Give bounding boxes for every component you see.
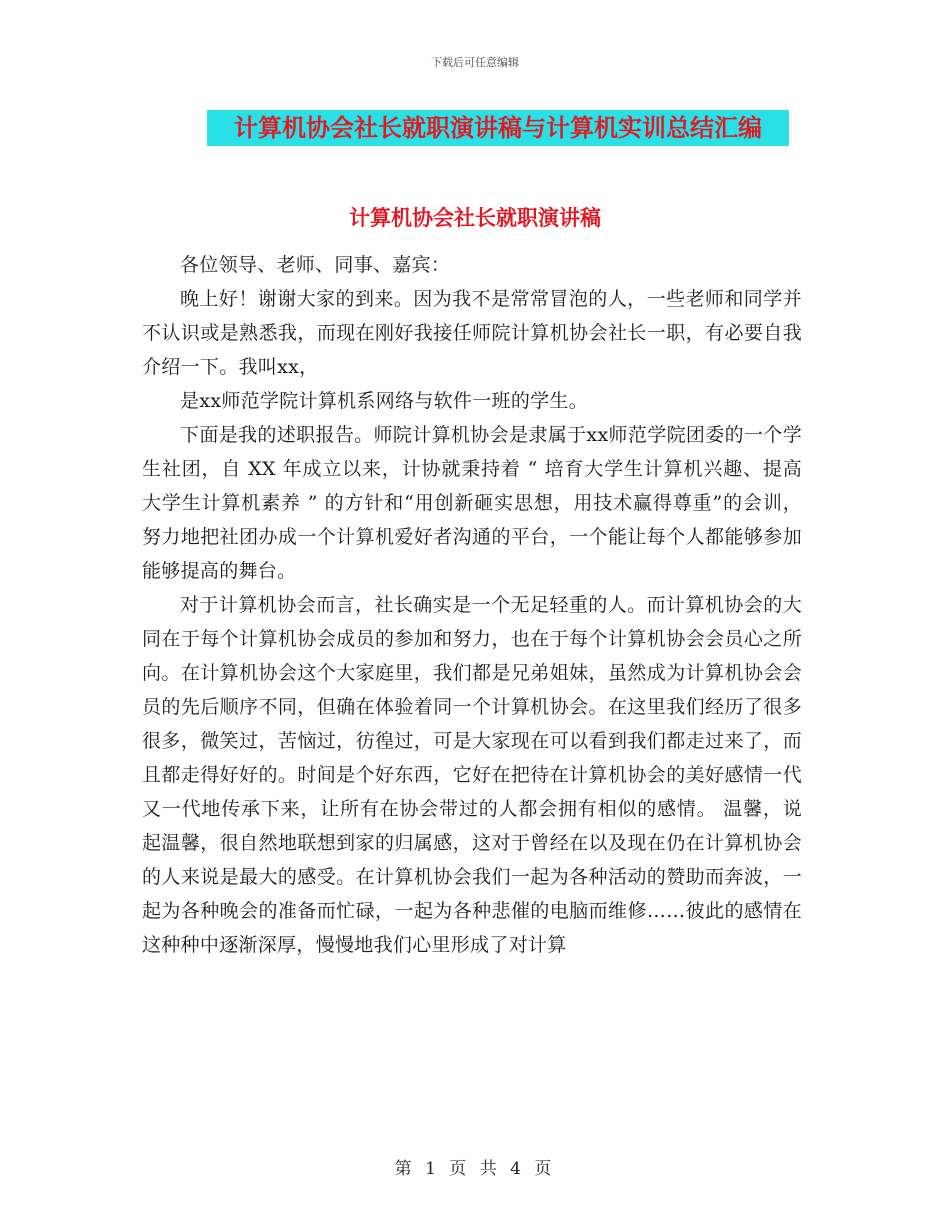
document-body bbox=[142, 248, 802, 962]
section-title: 计算机协会社长就职演讲稿 bbox=[349, 206, 601, 230]
document-main-title: 计算机协会社长就职演讲稿与计算机实训总结汇编 bbox=[207, 110, 789, 146]
paragraph: 对于计算机协会而言，社长确实是一个无足轻重的人。而计算机协会的大同在于每个计算机协会成员的参加和努力，也在于每个计算机协会会员心之所向。在计算机协会这个大家庭里，我们都是兄弟姐妹，虽然成为计算机协会会员的先后顺序不同，但确在体验着同一个计算机协会。在这里我们经历了很多很多，微笑过，苦恼过，彷徨过，可是大家现在可以看到我们都走过来了，而且都走得好好的。时间是个好东西，它好在把待在计算机协会的美好感情一代又一代地传承下来，让所有在协会带过的人都会拥有相似的感情。 温馨，说起温馨，很自然地联想到家的归属感，这对于曾经在以及现在仍在计算机协会的人来说是最大的感受。在计算机协会我们一起为各种活动的赞助而奔波，一起为各种晚会的准备而忙碌，一起为各种悲催的电脑而维修……彼此的感情在这种种中逐渐深厚，慢慢地我们心里形成了对计算 bbox=[142, 594, 802, 956]
header-note: 下载后可任意编辑 bbox=[431, 56, 519, 69]
paragraph-salutation: 各位领导、老师、同事、嘉宾： bbox=[180, 254, 451, 276]
page-number-footer: 第 1 页 共 4 页 bbox=[394, 1159, 556, 1179]
paragraph: 下面是我的述职报告。师院计算机协会是隶属于xx师范学院团委的一个学生社团，自 XX 年成立以来，计协就秉持着 “ 培育大学生计算机兴趣、提高大学生计算机素养 ” 的方针和“用创新砸实思想，用技术赢得尊重”的会训，努力地把社团办成一个计算机爱好者沟通的平台，一个能让每个人都能够参加能够提高的舞台。 bbox=[142, 424, 802, 582]
paragraph: 是xx师范学院计算机系网络与软件一班的学生。 bbox=[180, 390, 589, 412]
paragraph: 晚上好！谢谢大家的到来。因为我不是常常冒泡的人，一些老师和同学并不认识或是熟悉我，而现在刚好我接任师院计算机协会社长一职，有必要自我介绍一下。我叫xx， bbox=[142, 288, 802, 378]
